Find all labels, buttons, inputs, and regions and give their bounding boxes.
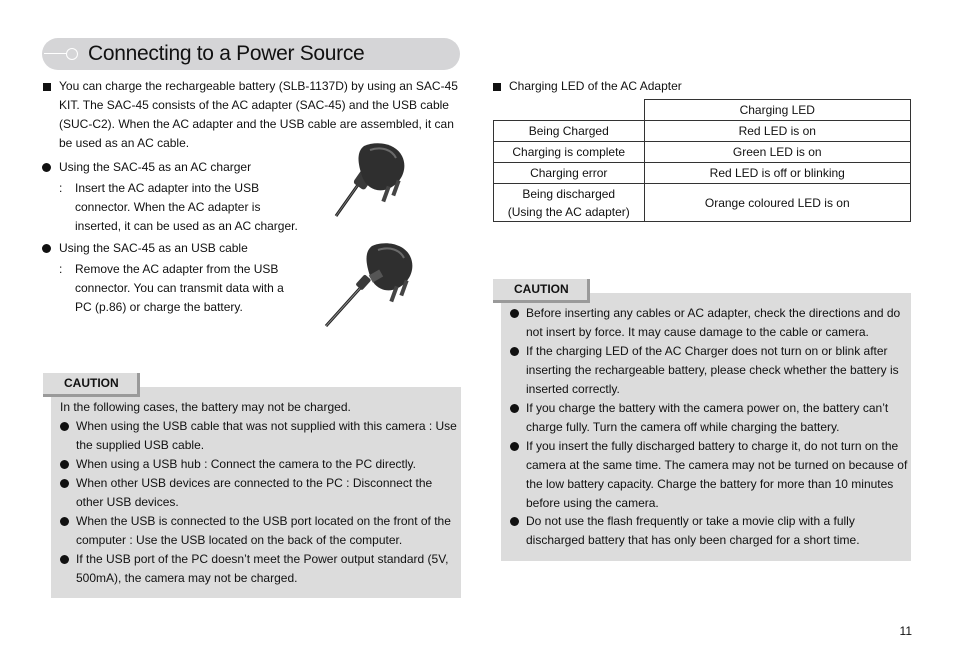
bullet-square	[43, 83, 51, 91]
ac-charger-heading: Using the SAC-45 as an AC charger	[59, 160, 252, 174]
bullet-dot	[60, 517, 69, 526]
table-cell-led: Red LED is off or blinking	[644, 163, 911, 184]
usb-cable-line: connector. You can transmit data with a	[75, 281, 284, 295]
ac-charger-colon: :	[59, 181, 63, 195]
bullet-dot	[60, 422, 69, 431]
caution-right-item	[526, 304, 900, 342]
table-cell-led: Red LED is on	[644, 121, 911, 142]
caution-label-text: CAUTION	[514, 282, 569, 296]
bullet-square	[493, 83, 501, 91]
caution-line: If you insert the fully discharged battery to charge it, do not turn on the	[526, 439, 899, 453]
caution-line: Before inserting any cables or AC adapter, check the directions and do	[526, 306, 901, 320]
caution-label-text: CAUTION	[64, 376, 119, 390]
table-cell-led: Green LED is on	[644, 142, 911, 163]
table-cell-state: Being Charged	[494, 121, 645, 142]
table-header-charging-led: Charging LED	[644, 100, 911, 121]
table-row	[494, 184, 911, 222]
caution-right-item	[526, 342, 899, 399]
caution-right-item	[526, 512, 860, 550]
caution-line: When using the USB cable that was not supplied with this camera : Use	[76, 419, 457, 433]
caution-left-item	[76, 455, 416, 474]
caution-line: before using the camera.	[526, 496, 659, 510]
bullet-dot	[510, 347, 519, 356]
caution-line: If the charging LED of the AC Charger does not turn on or blink after	[526, 344, 888, 358]
bullet-dot	[510, 442, 519, 451]
bullet-dot	[60, 555, 69, 564]
ac-adapter-with-usb-illustration	[330, 138, 410, 220]
led-table-heading: Charging LED of the AC Adapter	[509, 79, 682, 93]
ac-charger-line: connector. When the AC adapter is	[75, 200, 261, 214]
caution-label-left	[43, 373, 140, 397]
title-decoration-circle	[66, 48, 78, 60]
ac-charger-line: inserted, it can be used as an AC charger.	[75, 219, 298, 233]
table-cell-state	[494, 184, 645, 222]
intro-line: be used as an AC cable.	[59, 136, 190, 150]
usb-cable-line: Remove the AC adapter from the USB	[75, 262, 279, 276]
caution-left-intro: In the following cases, the battery may not be charged.	[60, 400, 351, 414]
bullet-dot	[42, 163, 51, 172]
table-cell-line: Being discharged	[522, 186, 616, 201]
table-cell-line: (Using the AC adapter)	[507, 204, 630, 219]
caution-line: not insert by force. It may cause damage to the cable or camera.	[526, 325, 869, 339]
bullet-dot	[42, 244, 51, 253]
usb-cable-heading: Using the SAC-45 as an USB cable	[59, 241, 248, 255]
caution-line: other USB devices.	[76, 495, 179, 509]
bullet-dot	[60, 460, 69, 469]
ac-charger-text	[75, 179, 298, 236]
caution-line: inserted correctly.	[526, 382, 620, 396]
caution-right-item	[526, 437, 907, 513]
table-row	[494, 121, 911, 142]
table-row	[494, 142, 911, 163]
intro-line: (SUC-C2). When the AC adapter and the USB cable are assembled, it can	[59, 117, 454, 131]
caution-line: Do not use the flash frequently or take a movie clip with a fully	[526, 514, 855, 528]
table-cell-led: Orange coloured LED is on	[644, 184, 911, 222]
caution-line: the low battery capacity. Charge the battery for more than 10 minutes	[526, 477, 894, 491]
caution-right-item	[526, 399, 888, 437]
ac-adapter-and-usb-cable-illustration	[322, 238, 434, 330]
intro-line: You can charge the rechargeable battery (SLB-1137D) by using an SAC-45	[59, 79, 458, 93]
bullet-dot	[510, 517, 519, 526]
caution-left-item	[76, 474, 432, 512]
usb-cable-colon: :	[59, 262, 63, 276]
charging-led-table	[493, 99, 911, 222]
caution-left-item	[76, 550, 448, 588]
table-cell-state: Charging error	[494, 163, 645, 184]
caution-line: If the USB port of the PC doesn’t meet the Power output standard (5V,	[76, 552, 449, 566]
usb-cable-line: PC (p.86) or charge the battery.	[75, 300, 243, 314]
page-number: 11	[899, 624, 912, 638]
page-title: Connecting to a Power Source	[88, 42, 365, 65]
bullet-dot	[60, 479, 69, 488]
caution-line: computer : Use the USB located on the back of the computer.	[76, 533, 403, 547]
caution-line: When using a USB hub : Connect the camera to the PC directly.	[76, 457, 416, 471]
table-header-row	[494, 100, 911, 121]
intro-line: KIT. The SAC-45 consists of the AC adapter (SAC-45) and the USB cable	[59, 98, 449, 112]
caution-line: If you charge the battery with the camera power on, the battery can’t	[526, 401, 889, 415]
table-cell-empty	[494, 100, 645, 121]
table-cell-state: Charging is complete	[494, 142, 645, 163]
bullet-dot	[510, 309, 519, 318]
caution-left-item	[76, 512, 451, 550]
caution-line: charge fully. Turn the camera off while charging the battery.	[526, 420, 840, 434]
usb-cable-text	[75, 260, 284, 317]
caution-line: camera at the same time. The camera may not be turned on because of	[526, 458, 908, 472]
caution-line: When the USB is connected to the USB port located on the front of the	[76, 514, 451, 528]
caution-line: 500mA), the camera may not be charged.	[76, 571, 298, 585]
caution-label-right	[493, 279, 590, 303]
table-row	[494, 163, 911, 184]
caution-left-item	[76, 417, 457, 455]
caution-line: When other USB devices are connected to the PC : Disconnect the	[76, 476, 433, 490]
caution-line: discharged battery that has only been charged for a short time.	[526, 533, 860, 547]
caution-line: the supplied USB cable.	[76, 438, 205, 452]
bullet-dot	[510, 404, 519, 413]
caution-line: inserting the rechargeable battery, please check whether the battery is	[526, 363, 899, 377]
ac-charger-line: Insert the AC adapter into the USB	[75, 181, 260, 195]
